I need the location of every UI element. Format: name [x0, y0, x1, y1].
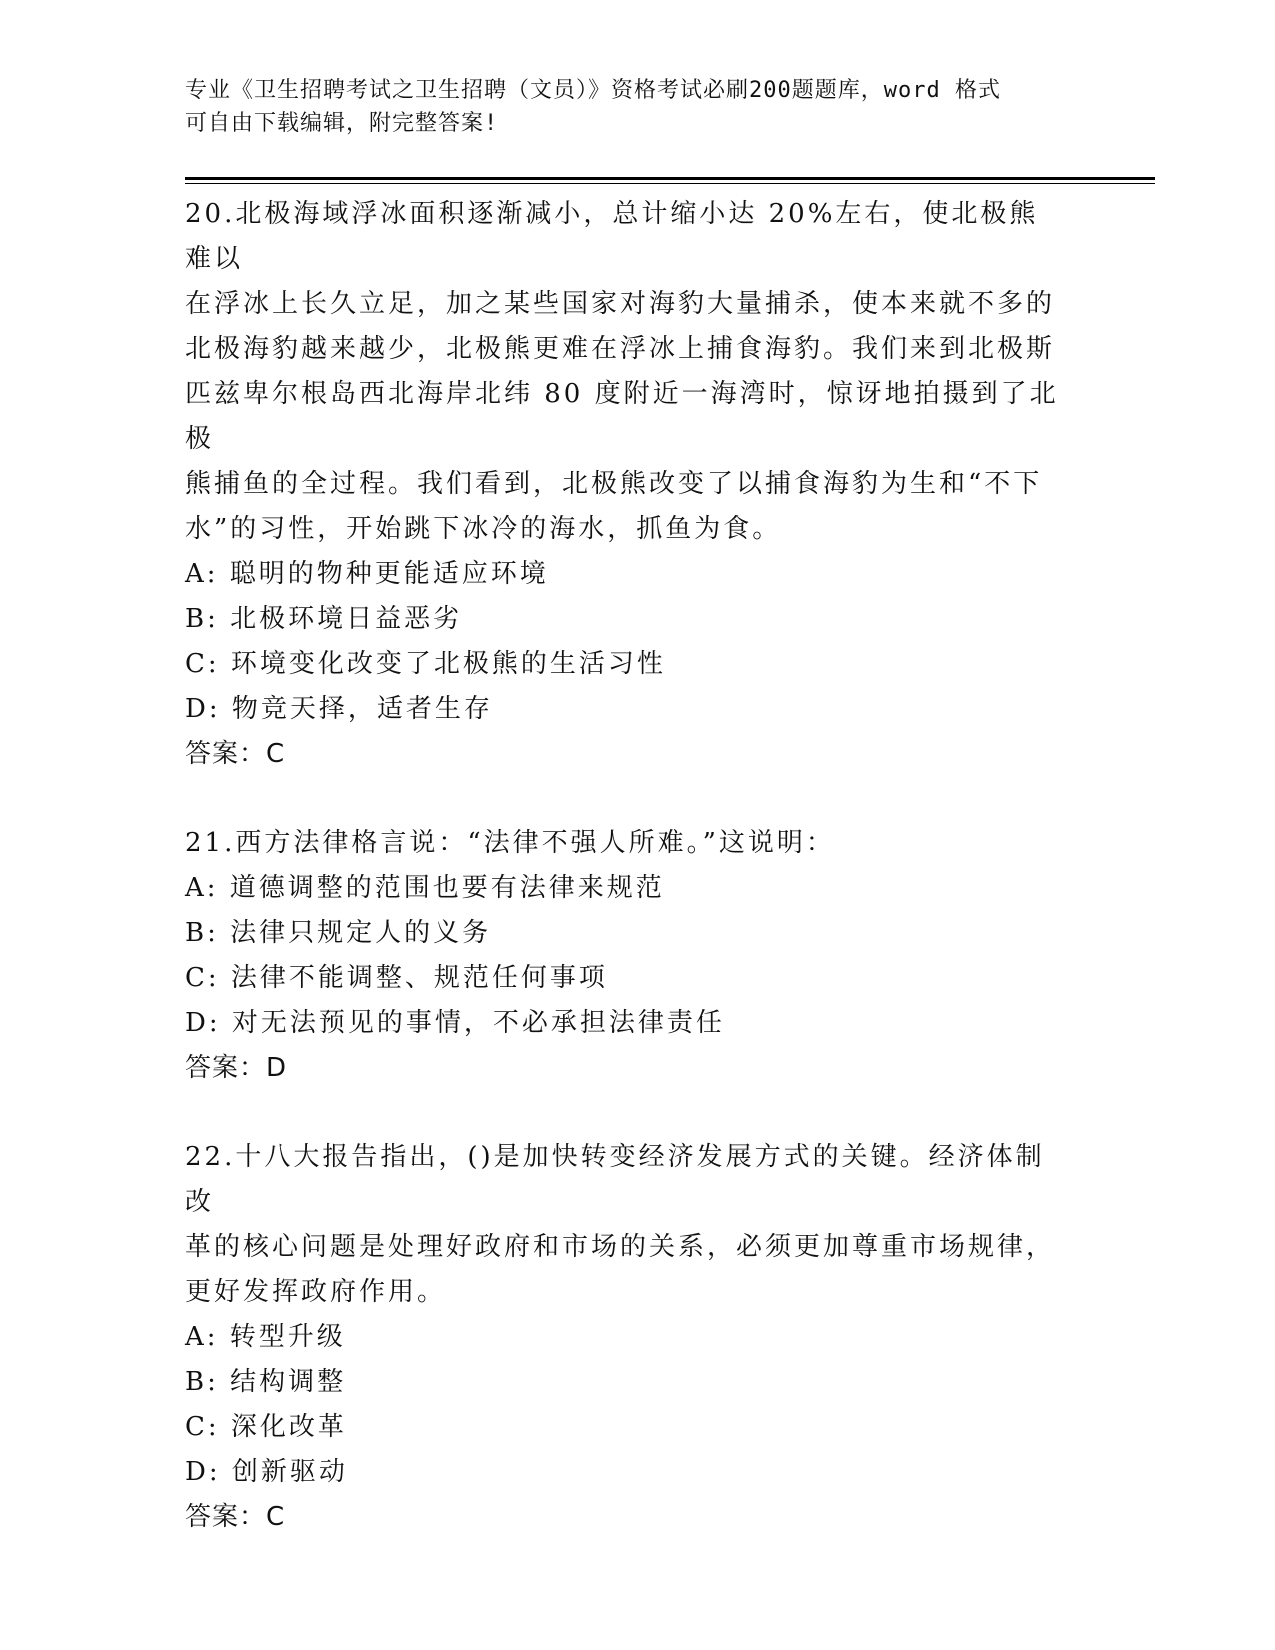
answer-label: 答案：C [185, 739, 286, 769]
answer-label: 答案：D [185, 1053, 288, 1083]
option-b: B: 北极环境日益恶劣 [185, 604, 463, 634]
header-divider-thick [185, 177, 1155, 180]
question-spacer [185, 777, 1065, 821]
question-line: 革的核心问题是处理好政府和市场的关系，必须更加尊重市场规律， [185, 1232, 1056, 1262]
question-21 [185, 821, 1065, 1091]
option-c: C: 环境变化改变了北极熊的生活习性 [185, 649, 666, 679]
option-d: D: 物竞天择，适者生存 [185, 694, 493, 724]
header-line-2: 可自由下载编辑，附完整答案! [185, 111, 499, 136]
option-a: A: 聪明的物种更能适应环境 [185, 559, 549, 589]
option-b: B: 法律只规定人的义务 [185, 918, 492, 948]
question-line: 在浮冰上长久立足，加之某些国家对海豹大量捕杀，使本来就不多的 [185, 289, 1056, 319]
question-text [185, 1135, 1065, 1315]
question-line: 21.西方法律格言说：“法律不强人所难。”这说明： [185, 828, 835, 858]
question-22 [185, 1135, 1065, 1540]
option-b: B: 结构调整 [185, 1367, 347, 1397]
option-c: C: 深化改革 [185, 1412, 347, 1442]
document-header [185, 74, 1065, 140]
question-line: 22.十八大报告指出，()是加快转变经济发展方式的关键。经济体制改 [185, 1142, 1045, 1217]
option-d: D: 创新驱动 [185, 1457, 348, 1487]
option-a: A: 转型升级 [185, 1322, 346, 1352]
question-text [185, 192, 1065, 552]
option-c: C: 法律不能调整、规范任何事项 [185, 963, 608, 993]
question-line: 熊捕鱼的全过程。我们看到，北极熊改变了以捕食海豹为生和“不下 [185, 469, 1043, 499]
question-line: 20.北极海域浮冰面积逐渐减小，总计缩小达 20%左右，使北极熊难以 [185, 199, 1039, 274]
question-spacer [185, 1091, 1065, 1135]
option-d: D: 对无法预见的事情，不必承担法律责任 [185, 1008, 725, 1038]
question-line: 北极海豹越来越少，北极熊更难在浮冰上捕食海豹。我们来到北极斯 [185, 334, 1056, 364]
question-line: 匹兹卑尔根岛西北海岸北纬 80 度附近一海湾时，惊讶地拍摄到了北极 [185, 379, 1059, 454]
question-line: 水”的习性，开始跳下冰冷的海水，抓鱼为食。 [185, 514, 782, 544]
question-text [185, 821, 1065, 866]
option-a: A: 道德调整的范围也要有法律来规范 [185, 873, 665, 903]
header-line-1: 专业《卫生招聘考试之卫生招聘（文员）》资格考试必刷200题题库，word 格式 [185, 78, 1001, 103]
question-20 [185, 192, 1065, 777]
question-line: 更好发挥政府作用。 [185, 1277, 447, 1307]
header-divider-thin [185, 183, 1155, 184]
answer-label: 答案：C [185, 1502, 286, 1532]
question-list [185, 192, 1065, 1540]
